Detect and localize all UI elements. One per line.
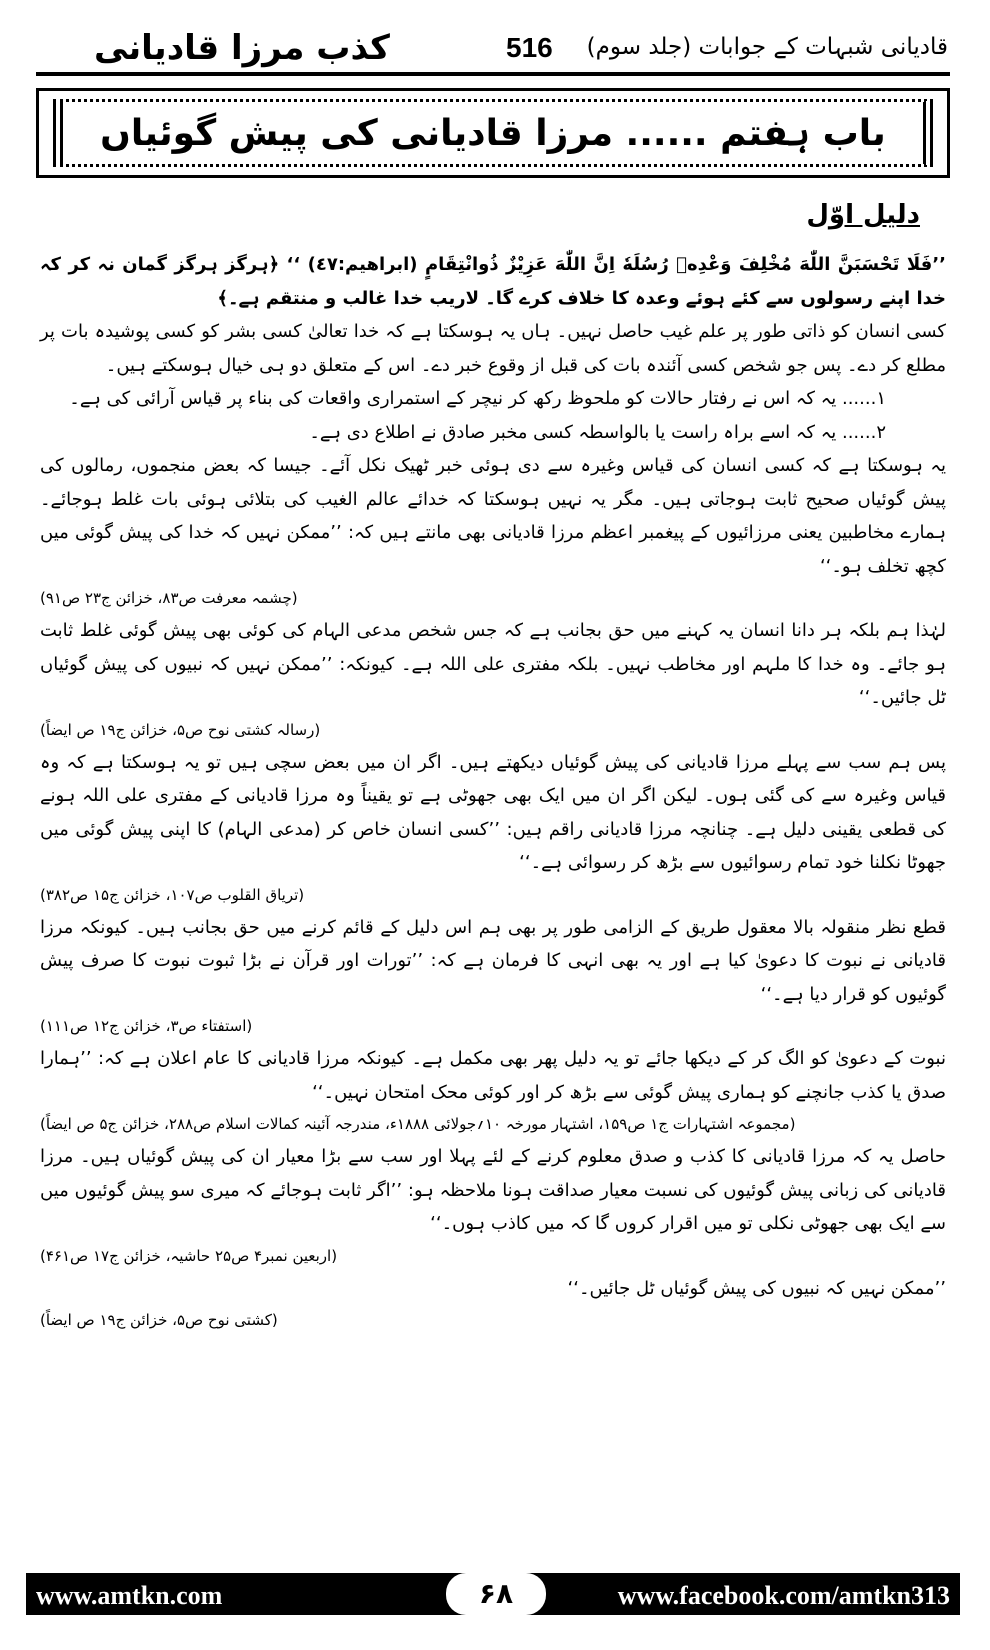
- header-book-title: قادیانی شبہات کے جوابات (جلد سوم): [586, 34, 948, 60]
- reference-citation: (رسالہ کشتی نوح ص۵، خزائن ج۱۹ ص ایضاً): [40, 720, 321, 739]
- body-paragraph: لہٰذا ہم بلکہ ہر دانا انسان یہ کہنے میں حق بجانب ہے کہ جس شخص مدعی الہام کی کوئی بھی پیش گوئی غلط ثابت ہو جائے۔ وہ خدا کا ملہم اور مخاطب نہیں۔ بلکہ مفتری علی اللہ ہے۔ کیونکہ: ’’ممکن نہیں کہ نبیوں کی پیش گوئیاں ٹل جائیں۔‘‘: [40, 620, 946, 708]
- numbered-point: ۱...... یہ کہ اس نے رفتار حالات کو ملحوظ رکھ کر نیچر کے استمراری واقعات کی بناء پر قیاس آرائی کی ہے۔: [69, 388, 886, 409]
- reference-citation: (چشمہ معرفت ص۸۳، خزائن ج۲۳ ص۹۱): [40, 589, 298, 607]
- reference-citation: (تریاق القلوب ص۱۰۷، خزائن ج۱۵ ص۳۸۲): [40, 885, 305, 904]
- footer-left-url[interactable]: www.amtkn.com: [36, 1581, 223, 1610]
- quran-verse-paragraph: ’’فَلَا تَحْسَبَنَّ اللّٰهَ مُخْلِفَ وَعْدِهٖ رُسُلَهٗ اِنَّ اللّٰهَ عَزِيْزٌ ذُوانْتِقَامٍ (ابراهيم:٤٧) ‘‘ ﴿ہرگز ہرگز گمان نہ کر کہ خدا اپنے رسولوں سے کئے ہوئے وعدہ کا خلاف کرے گا۔ لاریب خدا غالب و منتقم ہے۔﴾: [40, 254, 946, 309]
- body-paragraph: یہ ہوسکتا ہے کہ کسی انسان کی قیاس وغیرہ سے دی ہوئی خبر ٹھیک نکل آئے۔ جیسا کہ بعض منجموں، رمالوں کی پیش گوئیاں صحیح ثابت ہوجاتی ہیں۔ مگر یہ نہیں ہوسکتا کہ خدائے عالم الغیب کی بتلائی ہوئی بات غلط ہوجائے۔ ہمارے مخاطبین یعنی مرزائیوں کے پیغمبر اعظم مرزا قادیانی بھی مانتے ہیں کہ: ’’ممکن نہیں کہ خدا کی پیش گوئی میں کچھ تخلف ہو۔‘‘: [40, 455, 946, 577]
- chapter-title: باب ہفتم ...... مرزا قادیانی کی پیش گوئیاں: [100, 112, 886, 154]
- header-page-number: 516: [506, 32, 553, 63]
- page-footer: [26, 1573, 960, 1615]
- page-header: [36, 18, 950, 70]
- numbered-point: ۲...... یہ کہ اسے براہ راست یا بالواسطہ کسی مخبر صادق نے اطلاع دی ہے۔: [309, 421, 886, 443]
- reference-citation: (اربعین نمبر۴ ص۲۵ حاشیہ، خزائن ج۱۷ ص۴۶۱): [40, 1246, 338, 1265]
- reference-citation: (کشتی نوح ص۵، خزائن ج۱۹ ص ایضاً): [40, 1311, 278, 1329]
- body-text: [40, 248, 946, 1558]
- body-paragraph: ’’ممکن نہیں کہ نبیوں کی پیش گوئیاں ٹل جائیں۔‘‘: [567, 1277, 946, 1299]
- body-paragraph: قطع نظر منقولہ بالا معقول طریق کے الزامی طور پر بھی ہم اس دلیل کے قائم کرنے میں حق بجانب ہیں۔ کیونکہ مرزا قادیانی نے نبوت کا دعویٰ کیا ہے اور یہ بھی انہی کا فرمان ہے کہ: ’’تورات اور قرآن نے بڑا ثبوت نبوت کا صرف پیش گوئیوں کو قرار دیا ہے۔‘‘: [40, 916, 946, 1005]
- reference-citation: (استفتاء ص۳، خزائن ج۱۲ ص۱۱۱): [40, 1017, 253, 1035]
- body-paragraph: نبوت کے دعویٰ کو الگ کر کے دیکھا جائے تو یہ دلیل پھر بھی مکمل ہے۔ کیونکہ مرزا قادیانی کا عام اعلان ہے کہ: ’’ہمارا صدق یا کذب جانچنے کو ہماری پیش گوئی سے بڑھ کر اور کوئی محک امتحان نہیں۔‘‘: [40, 1048, 946, 1103]
- footer-page-number: ۶۸: [446, 1573, 546, 1615]
- footer-right-url[interactable]: www.facebook.com/amtkn313: [617, 1581, 950, 1610]
- body-paragraph: حاصل یہ کہ مرزا قادیانی کا کذب و صدق معلوم کرنے کے لئے پہلا اور سب سے بڑا معیار ان کی پیش گوئیاں ہیں۔ مرزا قادیانی کی زبانی پیش گوئیوں کی نسبت معیار صداقت ہونا ملاحظہ ہو: ’’اگر ثابت ہوجائے کہ میری سو پیش گوئیوں میں سے ایک بھی جھوٹی نکلی تو میں اقرار کروں گا کہ میں کاذب ہوں۔‘‘: [40, 1146, 946, 1234]
- chapter-banner-inner: [53, 99, 933, 167]
- chapter-banner: [36, 88, 950, 178]
- body-paragraph: پس ہم سب سے پہلے مرزا قادیانی کی پیش گوئیاں دیکھتے ہیں۔ اگر ان میں بعض سچی ہیں تو یہ ہوسکتا ہے کہ وہ قیاس وغیرہ سے کی گئی ہوں۔ لیکن اگر ان میں ایک بھی جھوٹی ہے تو یقیناً وہ مرزا قادیانی کے مفتری علی اللہ ہونے کی قطعی یقینی دلیل ہے۔ چنانچہ مرزا قادیانی راقم ہیں: ’’کسی انسان خاص کر (مدعی الہام) کا اپنی پیش گوئی میں جھوٹا نکلنا خود تمام رسوائیوں سے بڑھ کر رسوائی ہے۔‘‘: [40, 751, 946, 873]
- section-title: دلیل اوّل: [806, 200, 920, 230]
- header-rule: [36, 72, 950, 76]
- header-left-title: کذب مرزا قادیانی: [94, 28, 390, 68]
- reference-citation: (مجموعہ اشتہارات ج۱ ص۱۵۹، اشتہار مورخہ ۱۰؍جولائی ۱۸۸۸ء، مندرجہ آئینہ کمالات اسلام ص۲۸۸، خزائن ج۵ ص ایضاً): [40, 1115, 796, 1133]
- body-paragraph: کسی انسان کو ذاتی طور پر علم غیب حاصل نہیں۔ ہاں یہ ہوسکتا ہے کہ خدا تعالیٰ کسی بشر کو کسی پوشیدہ بات پر مطلع کر دے۔ پس جو شخص کسی آئندہ بات کی قبل از وقوع خبر دے۔ اس کے متعلق دو ہی خیال ہوسکتے ہیں۔: [40, 321, 946, 376]
